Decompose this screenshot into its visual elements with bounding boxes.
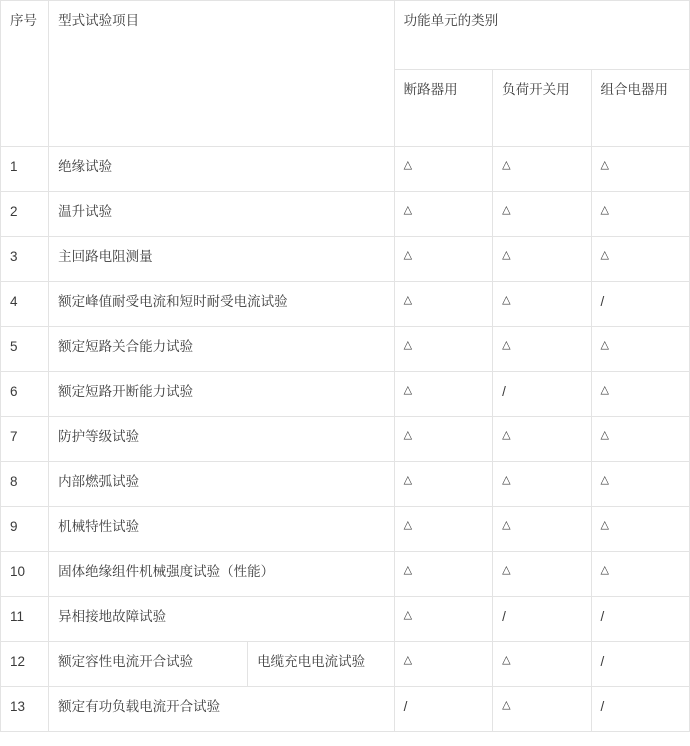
row-item: 异相接地故障试验 — [49, 597, 395, 642]
table-row — [1, 282, 690, 327]
row-value-breaker: △ — [394, 237, 492, 282]
row-value-load-switch: △ — [493, 687, 591, 732]
row-item: 额定有功负载电流开合试验 — [49, 687, 395, 732]
row-value-combined: △ — [591, 237, 689, 282]
row-value-combined: △ — [591, 552, 689, 597]
row-value-combined: / — [591, 282, 689, 327]
row-value-combined: △ — [591, 327, 689, 372]
table-row — [1, 147, 690, 192]
row-value-breaker: △ — [394, 597, 492, 642]
row-item: 额定峰值耐受电流和短时耐受电流试验 — [49, 282, 395, 327]
row-value-breaker: △ — [394, 327, 492, 372]
table-row — [1, 417, 690, 462]
row-value-load-switch: △ — [493, 282, 591, 327]
row-value-load-switch: △ — [493, 417, 591, 462]
row-value-breaker: △ — [394, 372, 492, 417]
row-value-combined: / — [591, 687, 689, 732]
row-no: 5 — [1, 327, 49, 372]
row-value-breaker: △ — [394, 282, 492, 327]
row-no: 13 — [1, 687, 49, 732]
table-row — [1, 687, 690, 732]
row-value-breaker: △ — [394, 417, 492, 462]
table-row — [1, 327, 690, 372]
row-item: 额定容性电流开合试验 — [49, 642, 248, 687]
row-value-load-switch: △ — [493, 327, 591, 372]
row-item: 内部燃弧试验 — [49, 462, 395, 507]
row-value-load-switch: △ — [493, 237, 591, 282]
row-item: 主回路电阻测量 — [49, 237, 395, 282]
row-value-breaker: △ — [394, 147, 492, 192]
row-value-load-switch: △ — [493, 552, 591, 597]
row-no: 10 — [1, 552, 49, 597]
row-no: 3 — [1, 237, 49, 282]
table-row — [1, 642, 690, 687]
table-row — [1, 507, 690, 552]
row-value-combined: / — [591, 642, 689, 687]
row-sub-item: 电缆充电电流试验 — [248, 642, 395, 687]
row-no: 7 — [1, 417, 49, 462]
header-category-combined: 组合电器用 — [591, 70, 689, 147]
header-category-group: 功能单元的类别 — [394, 1, 689, 70]
table-row — [1, 552, 690, 597]
row-value-breaker: △ — [394, 507, 492, 552]
header-no: 序号 — [1, 1, 49, 147]
row-item: 额定短路关合能力试验 — [49, 327, 395, 372]
row-item: 防护等级试验 — [49, 417, 395, 462]
row-item: 绝缘试验 — [49, 147, 395, 192]
row-value-combined: △ — [591, 147, 689, 192]
table-row — [1, 192, 690, 237]
row-value-load-switch: △ — [493, 507, 591, 552]
header-item: 型式试验项目 — [49, 1, 395, 147]
row-value-load-switch: / — [493, 597, 591, 642]
header-category-breaker: 断路器用 — [394, 70, 492, 147]
header-category-load-switch: 负荷开关用 — [493, 70, 591, 147]
row-no: 8 — [1, 462, 49, 507]
row-no: 9 — [1, 507, 49, 552]
table-header-row-1 — [1, 1, 690, 70]
table-row — [1, 237, 690, 282]
table-row — [1, 462, 690, 507]
row-value-combined: △ — [591, 192, 689, 237]
row-no: 4 — [1, 282, 49, 327]
row-value-load-switch: △ — [493, 192, 591, 237]
row-item: 固体绝缘组件机械强度试验（性能） — [49, 552, 395, 597]
row-item: 额定短路开断能力试验 — [49, 372, 395, 417]
row-value-combined: / — [591, 597, 689, 642]
table-row — [1, 372, 690, 417]
row-item: 温升试验 — [49, 192, 395, 237]
row-item: 机械特性试验 — [49, 507, 395, 552]
row-value-load-switch: △ — [493, 147, 591, 192]
row-value-combined: △ — [591, 507, 689, 552]
row-value-breaker: △ — [394, 462, 492, 507]
row-value-breaker: △ — [394, 192, 492, 237]
row-no: 1 — [1, 147, 49, 192]
row-no: 6 — [1, 372, 49, 417]
row-no: 2 — [1, 192, 49, 237]
table-row — [1, 597, 690, 642]
row-no: 12 — [1, 642, 49, 687]
row-value-combined: △ — [591, 417, 689, 462]
row-value-combined: △ — [591, 372, 689, 417]
row-value-breaker: △ — [394, 552, 492, 597]
row-value-breaker: △ — [394, 642, 492, 687]
row-value-breaker: / — [394, 687, 492, 732]
row-value-load-switch: △ — [493, 642, 591, 687]
row-no: 11 — [1, 597, 49, 642]
row-value-load-switch: / — [493, 372, 591, 417]
row-value-load-switch: △ — [493, 462, 591, 507]
row-value-combined: △ — [591, 462, 689, 507]
